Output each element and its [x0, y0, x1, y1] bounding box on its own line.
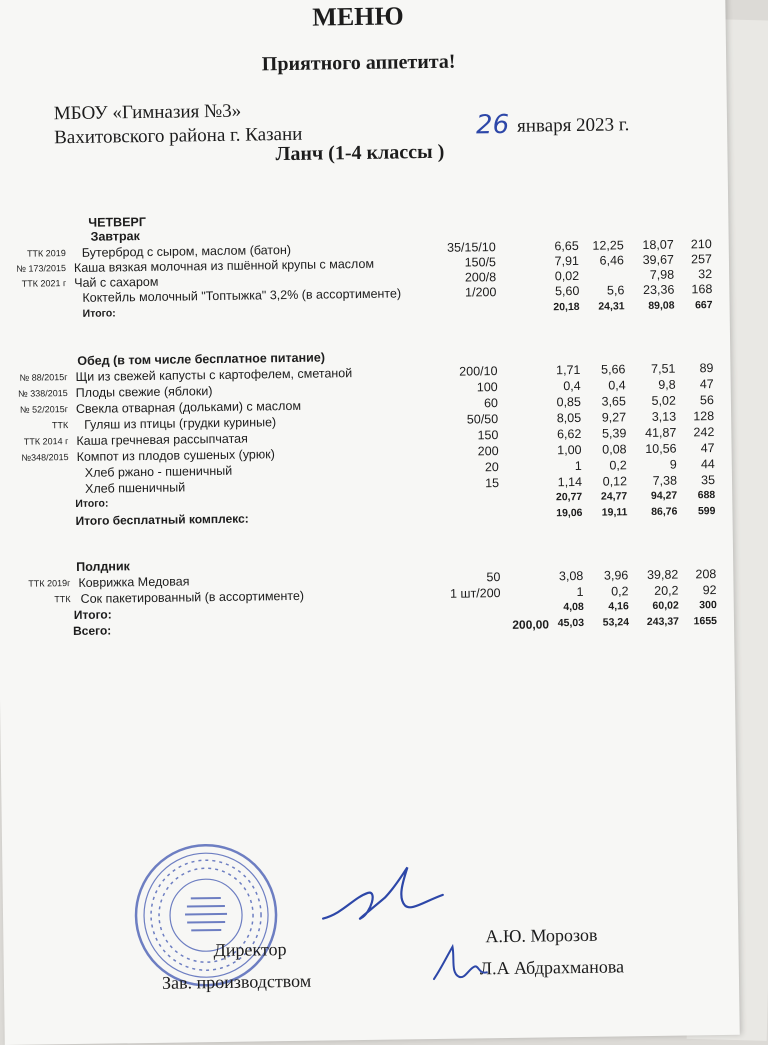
day-heading: ЧЕТВЕРГ	[0, 207, 728, 233]
production-name: Л.А Абдрахманова	[480, 956, 625, 979]
production-role: Зав. производством	[162, 971, 311, 994]
director-role: Директор	[213, 939, 286, 961]
page-title: МЕНЮ	[0, 0, 726, 37]
menu-row: № 338/2015 Плоды свежие (яблоки) 100 0,4 0,4 9,8 47	[0, 377, 731, 403]
menu-row: ТТК 2019г Коврижка Медовая 50 3,08 3,96 39,82 208	[0, 567, 733, 593]
menu-row: ТТК 2021 г Чай с сахаром 200/8 0,02 7,98 32	[0, 267, 729, 293]
menu-row: Хлеб пшеничный 15 1,14 0,12 7,38 35	[0, 473, 732, 499]
menu-row: № 173/2015 Каша вязкая молочная из пшённой крупы с маслом 150/5 7,91 6,46 39,67 257	[0, 252, 729, 278]
date-text: января 2023 г.	[517, 114, 629, 138]
date-day-handwritten: 26	[476, 110, 510, 140]
lunch-total-row: Итого: 20,77 24,77 94,27 688	[0, 489, 732, 515]
snack-heading: Полдник	[0, 551, 733, 577]
menu-row: ТТК Гуляш из птицы (грудки куриные) 50/50 8,05 9,27 3,13 128	[0, 409, 731, 435]
menu-row: № 52/2015г Свекла отварная (дольками) с маслом 60 0,85 3,65 5,02 56	[0, 393, 731, 419]
lunch-heading: Обед (в том числе бесплатное питание)	[0, 345, 730, 371]
greeting: Приятного аппетита!	[0, 47, 726, 80]
menu-row: ТТК 2019 Бутерброд с сыром, маслом (батон) 35/15/10 6,65 12,25 18,07 210	[0, 237, 729, 263]
menu-row: ТТК Сок пакетированный (в ассортименте) 1 шт/200 1 0,2 20,2 92	[0, 583, 734, 609]
menu-row: ТТК 2014 г Каша гречневая рассыпчатая 150 6,62 5,39 41,87 242	[0, 425, 731, 451]
school-district: Вахитовского района г. Казани	[54, 123, 302, 150]
menu-row: №348/2015 Компот из плодов сушеных (урюк) 200 1,00 0,08 10,56 47	[0, 441, 732, 467]
snack-total-row: Итого: 4,08 4,16 60,02 300	[0, 599, 734, 625]
menu-row: Хлеб ржано - пшеничный 20 1 0,2 9 44	[0, 457, 732, 483]
menu-row: № 88/2015г Щи из свежей капусты с картофелем, сметаной 200/10 1,71 5,66 7,51 89	[0, 361, 731, 387]
free-total-row: Итого бесплатный комплекс: 19,06 19,11 86,76 599	[0, 505, 733, 531]
school-name: МБОУ «Гимназия №3»	[54, 99, 302, 126]
breakfast-total-row: Итого: 20,18 24,31 89,08 667	[0, 299, 730, 325]
breakfast-heading: Завтрак	[0, 221, 729, 247]
director-name: А.Ю. Морозов	[485, 925, 597, 948]
director-signature-icon	[312, 857, 453, 944]
production-signature-icon	[428, 938, 499, 994]
grand-total-row: Всего: 200,00 45,03 53,24 243,37 1655	[0, 615, 734, 641]
menu-row: Коктейль молочный "Топтыжка" 3,2% (в ассортименте) 1/200 5,60 5,6 23,36 168	[0, 282, 729, 308]
menu-subtitle: Ланч (1-4 классы )	[0, 137, 728, 170]
